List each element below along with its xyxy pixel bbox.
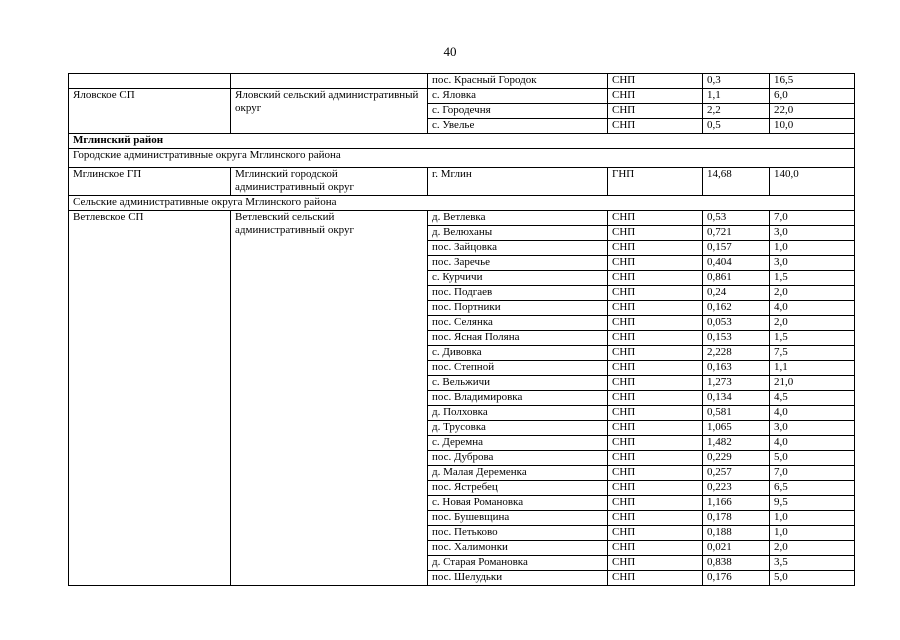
- area-value: 0,188: [703, 526, 770, 541]
- settlement-type: СНП: [608, 556, 703, 571]
- settlement-name: пос. Халимонки: [428, 541, 608, 556]
- settlement-name: с. Новая Романовка: [428, 496, 608, 511]
- population-value: 4,5: [770, 391, 855, 406]
- population-value: 1,0: [770, 511, 855, 526]
- population-value: 5,0: [770, 451, 855, 466]
- settlement-type: СНП: [608, 361, 703, 376]
- population-value: 22,0: [770, 104, 855, 119]
- settlements-table: [68, 73, 855, 586]
- area-value: 1,065: [703, 421, 770, 436]
- settlement-name: с. Курчичи: [428, 271, 608, 286]
- table-row: [69, 134, 855, 149]
- area-value: 0,223: [703, 481, 770, 496]
- population-value: 5,0: [770, 571, 855, 586]
- area-value: 0,581: [703, 406, 770, 421]
- area-value: 2,2: [703, 104, 770, 119]
- population-value: 7,5: [770, 346, 855, 361]
- population-value: 6,0: [770, 89, 855, 104]
- table-row: [69, 89, 855, 104]
- settlement-type: СНП: [608, 466, 703, 481]
- settlement-municipality: Яловское СП: [69, 89, 231, 134]
- settlement-name: г. Мглин: [428, 168, 608, 196]
- area-value: 0,162: [703, 301, 770, 316]
- area-value: 0,021: [703, 541, 770, 556]
- population-value: 9,5: [770, 496, 855, 511]
- administrative-okrug: Яловский сельский административный округ: [231, 89, 428, 134]
- population-value: 3,0: [770, 226, 855, 241]
- area-value: 0,3: [703, 74, 770, 89]
- population-value: 2,0: [770, 541, 855, 556]
- administrative-okrug: Мглинский городской административный округ: [231, 168, 428, 196]
- area-value: 0,861: [703, 271, 770, 286]
- population-value: 7,0: [770, 211, 855, 226]
- area-value: 1,273: [703, 376, 770, 391]
- population-value: 2,0: [770, 316, 855, 331]
- settlement-name: пос. Красный Городок: [428, 74, 608, 89]
- settlement-type: СНП: [608, 271, 703, 286]
- area-value: 0,404: [703, 256, 770, 271]
- settlement-name: с. Яловка: [428, 89, 608, 104]
- section-heading: Городские административные округа Мглинского района: [69, 149, 855, 168]
- settlement-type: СНП: [608, 226, 703, 241]
- settlement-name: пос. Селянка: [428, 316, 608, 331]
- administrative-okrug: [231, 74, 428, 89]
- settlement-type: СНП: [608, 331, 703, 346]
- population-value: 4,0: [770, 436, 855, 451]
- settlement-name: пос. Владимировка: [428, 391, 608, 406]
- area-value: 0,053: [703, 316, 770, 331]
- table-row: [69, 168, 855, 196]
- population-value: 4,0: [770, 406, 855, 421]
- area-value: 0,53: [703, 211, 770, 226]
- area-value: 0,153: [703, 331, 770, 346]
- area-value: 0,838: [703, 556, 770, 571]
- population-value: 3,5: [770, 556, 855, 571]
- settlement-type: СНП: [608, 436, 703, 451]
- page-number: 40: [443, 44, 457, 59]
- settlement-name: пос. Заречье: [428, 256, 608, 271]
- area-value: 0,24: [703, 286, 770, 301]
- settlement-type: СНП: [608, 89, 703, 104]
- settlement-name: с. Вельжичи: [428, 376, 608, 391]
- area-value: 1,482: [703, 436, 770, 451]
- population-value: 1,5: [770, 331, 855, 346]
- population-value: 10,0: [770, 119, 855, 134]
- area-value: 0,178: [703, 511, 770, 526]
- settlement-type: СНП: [608, 74, 703, 89]
- population-value: 4,0: [770, 301, 855, 316]
- population-value: 1,0: [770, 241, 855, 256]
- table-row: [69, 196, 855, 211]
- district-heading: Мглинский район: [69, 134, 855, 149]
- settlement-type: СНП: [608, 104, 703, 119]
- settlement-type: СНП: [608, 301, 703, 316]
- area-value: 0,721: [703, 226, 770, 241]
- area-value: 0,157: [703, 241, 770, 256]
- settlement-name: с. Дивовка: [428, 346, 608, 361]
- settlement-name: д. Полховка: [428, 406, 608, 421]
- settlement-type: СНП: [608, 541, 703, 556]
- population-value: 7,0: [770, 466, 855, 481]
- settlement-type: СНП: [608, 316, 703, 331]
- settlement-name: пос. Бушевщина: [428, 511, 608, 526]
- settlement-type: СНП: [608, 511, 703, 526]
- administrative-okrug: Ветлевский сельский административный округ: [231, 211, 428, 586]
- settlement-type: СНП: [608, 391, 703, 406]
- settlement-name: с. Увелье: [428, 119, 608, 134]
- population-value: 3,0: [770, 256, 855, 271]
- population-value: 1,1: [770, 361, 855, 376]
- settlement-type: СНП: [608, 256, 703, 271]
- settlement-type: СНП: [608, 481, 703, 496]
- settlement-type: ГНП: [608, 168, 703, 196]
- area-value: 0,5: [703, 119, 770, 134]
- population-value: 140,0: [770, 168, 855, 196]
- population-value: 16,5: [770, 74, 855, 89]
- settlement-type: СНП: [608, 119, 703, 134]
- table-row: [69, 211, 855, 226]
- population-value: 21,0: [770, 376, 855, 391]
- area-value: 2,228: [703, 346, 770, 361]
- section-heading: Сельские административные округа Мглинского района: [69, 196, 855, 211]
- settlement-type: СНП: [608, 421, 703, 436]
- settlement-name: пос. Портники: [428, 301, 608, 316]
- population-value: 1,5: [770, 271, 855, 286]
- settlement-name: пос. Зайцовка: [428, 241, 608, 256]
- population-value: 2,0: [770, 286, 855, 301]
- settlement-type: СНП: [608, 241, 703, 256]
- area-value: 0,176: [703, 571, 770, 586]
- table-row: [69, 74, 855, 89]
- settlement-name: с. Городечня: [428, 104, 608, 119]
- area-value: 14,68: [703, 168, 770, 196]
- settlement-municipality: [69, 74, 231, 89]
- settlement-type: СНП: [608, 376, 703, 391]
- settlement-name: д. Трусовка: [428, 421, 608, 436]
- settlement-type: СНП: [608, 286, 703, 301]
- table-row: [69, 149, 855, 168]
- settlement-name: с. Деремна: [428, 436, 608, 451]
- settlement-name: пос. Степной: [428, 361, 608, 376]
- population-value: 6,5: [770, 481, 855, 496]
- settlement-type: СНП: [608, 571, 703, 586]
- settlement-type: СНП: [608, 496, 703, 511]
- area-value: 0,134: [703, 391, 770, 406]
- settlement-type: СНП: [608, 211, 703, 226]
- area-value: 1,1: [703, 89, 770, 104]
- settlement-name: д. Старая Романовка: [428, 556, 608, 571]
- settlement-type: СНП: [608, 526, 703, 541]
- settlement-name: д. Малая Деременка: [428, 466, 608, 481]
- settlement-name: пос. Шелудьки: [428, 571, 608, 586]
- area-value: 1,166: [703, 496, 770, 511]
- settlement-name: д. Ветлевка: [428, 211, 608, 226]
- settlement-municipality: Ветлевское СП: [69, 211, 231, 586]
- settlement-name: пос. Петьково: [428, 526, 608, 541]
- settlement-name: пос. Ясная Поляна: [428, 331, 608, 346]
- settlement-type: СНП: [608, 406, 703, 421]
- area-value: 0,257: [703, 466, 770, 481]
- settlement-name: пос. Ястребец: [428, 481, 608, 496]
- population-value: 1,0: [770, 526, 855, 541]
- population-value: 3,0: [770, 421, 855, 436]
- settlement-name: пос. Подгаев: [428, 286, 608, 301]
- area-value: 0,163: [703, 361, 770, 376]
- settlement-type: СНП: [608, 451, 703, 466]
- settlement-name: пос. Дуброва: [428, 451, 608, 466]
- area-value: 0,229: [703, 451, 770, 466]
- settlement-name: д. Велюханы: [428, 226, 608, 241]
- settlement-municipality: Мглинское ГП: [69, 168, 231, 196]
- settlement-type: СНП: [608, 346, 703, 361]
